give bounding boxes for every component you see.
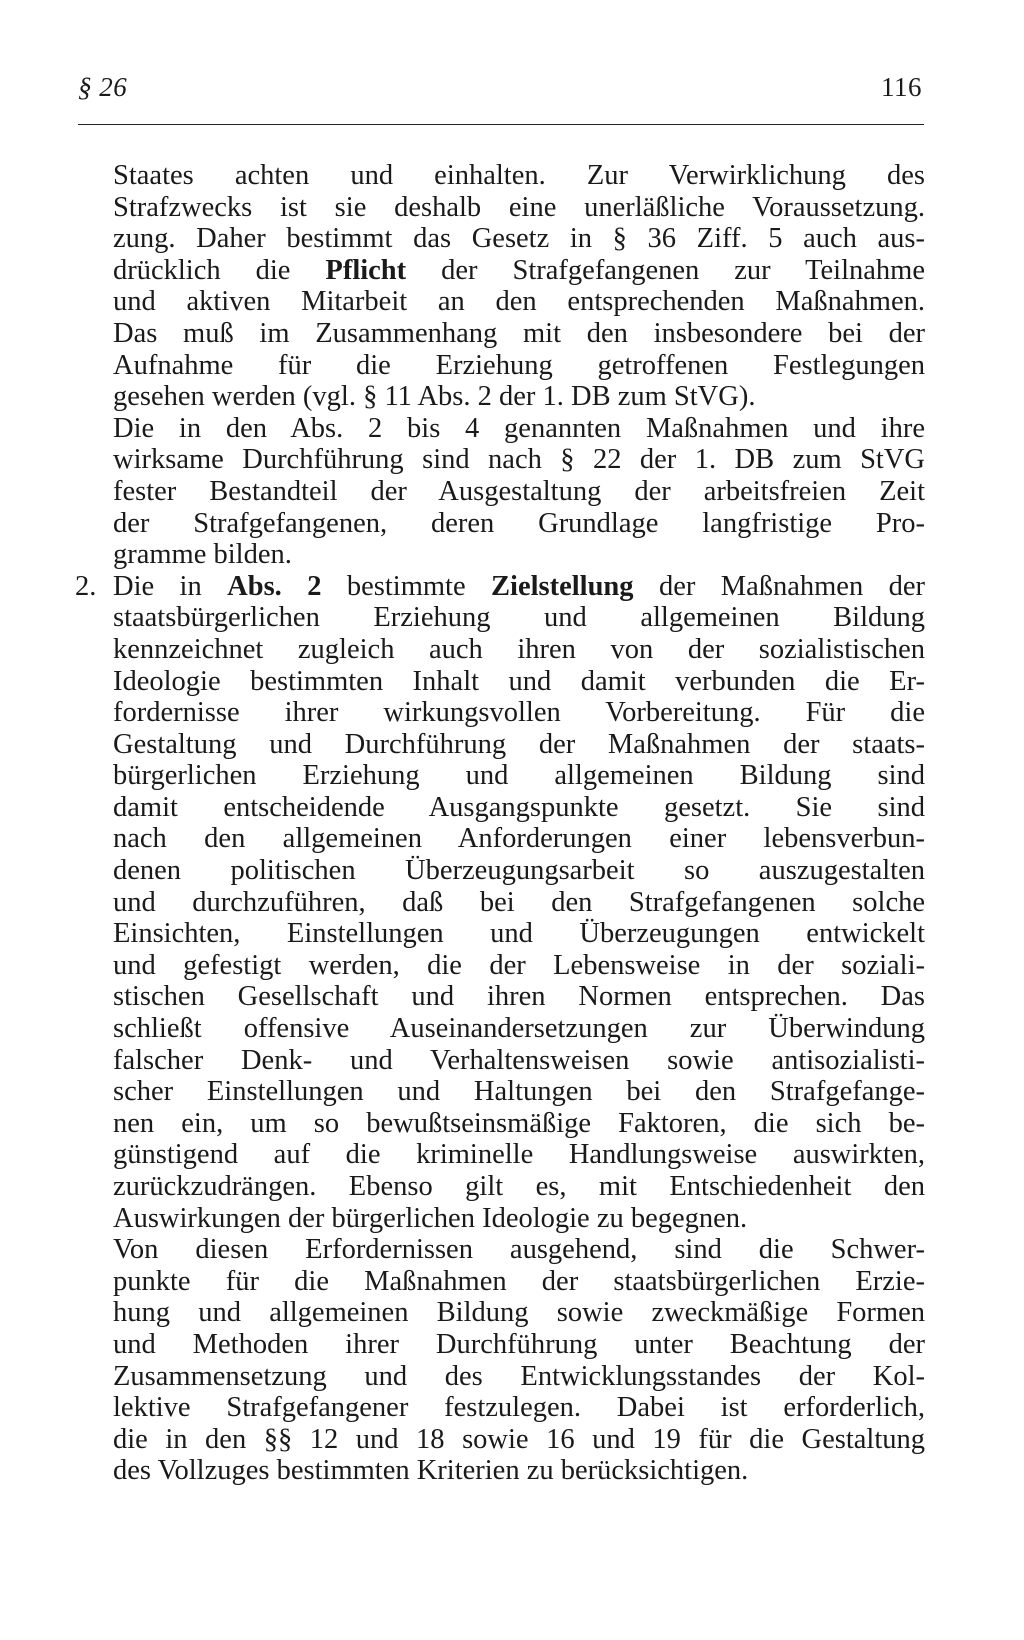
text-line: kennzeichnet zugleich auch ihren von der sozialistischen bbox=[113, 633, 925, 665]
emphasis-pflicht: Pflicht bbox=[325, 254, 407, 286]
text-line: nen ein, um so bewußtseinsmäßige Faktoren, die sich be- bbox=[113, 1107, 925, 1139]
text-line: Die in Abs. 2 bestimmte Zielstellung der Maßnahmen der bbox=[113, 570, 925, 602]
text-line: gramme bilden. bbox=[113, 539, 292, 571]
text-line: zurückzudrängen. Ebenso gilt es, mit Entschiedenheit den bbox=[113, 1171, 925, 1202]
text-line: gesehen werden (vgl. § 11 Abs. 2 der 1. DB zum StVG). bbox=[113, 381, 756, 413]
text-line: Das muß im Zusammenhang mit den insbesondere bei der bbox=[113, 317, 925, 349]
text-line: punkte für die Maßnahmen der staatsbürgerlichen Erzie- bbox=[113, 1265, 925, 1297]
text-line: Die in den Abs. 2 bis 4 genannten Maßnahmen und ihre bbox=[113, 412, 925, 444]
page-header bbox=[78, 72, 922, 112]
text-line: damit entscheidende Ausgangspunkte gesetzt. Sie sind bbox=[113, 791, 925, 823]
text-line: Von diesen Erfordernissen ausgehend, sind die Schwer- bbox=[113, 1234, 925, 1266]
text-line: Ideologie bestimmten Inhalt und damit verbunden die Er- bbox=[113, 665, 925, 697]
emphasis-abs2: Abs. 2 bbox=[227, 570, 322, 602]
text-line: nach den allgemeinen Anforderungen einer lebensverbun- bbox=[113, 823, 925, 855]
text-line: und gefestigt werden, die der Lebensweise in der soziali- bbox=[113, 949, 925, 981]
emphasis-zielstellung: Zielstellung bbox=[491, 570, 634, 602]
body-text bbox=[75, 160, 925, 1487]
text-line: schließt offensive Auseinandersetzungen zur Überwindung bbox=[113, 1013, 925, 1045]
text-line: staatsbürgerlichen Erziehung und allgemeinen Bildung bbox=[113, 602, 925, 634]
numbered-paragraph-2 bbox=[75, 570, 925, 1234]
text-line: Einsichten, Einstellungen und Überzeugungen entwickelt bbox=[113, 918, 925, 950]
text-line: Auswirkungen der bürgerlichen Ideologie zu begegnen. bbox=[113, 1202, 748, 1234]
text-line: hung und allgemeinen Bildung sowie zweckmäßige Formen bbox=[113, 1297, 925, 1329]
text-line: die in den §§ 12 und 18 sowie 16 und 19 für die Gestaltung bbox=[113, 1423, 925, 1455]
text-line: Gestaltung und Durchführung der Maßnahmen der staats- bbox=[113, 728, 925, 760]
paragraph-program bbox=[113, 413, 925, 571]
text-line: scher Einstellungen und Haltungen bei den Strafgefange- bbox=[113, 1076, 925, 1108]
page-number: 116 bbox=[881, 72, 922, 102]
text-line: der Strafgefangenen, deren Grundlage langfristige Pro- bbox=[113, 507, 925, 539]
text-line: stischen Gesellschaft und ihren Normen entsprechen. Das bbox=[113, 981, 925, 1013]
text-line: Strafzwecks ist sie deshalb eine unerläßliche Voraussetzung. bbox=[113, 191, 925, 223]
paragraph-priorities bbox=[113, 1234, 925, 1487]
text-line: Staates achten und einhalten. Zur Verwirklichung des bbox=[113, 160, 925, 191]
text-line: bürgerlichen Erziehung und allgemeinen Bildung sind bbox=[113, 760, 925, 792]
text-line: Aufnahme für die Erziehung getroffenen Festlegungen bbox=[113, 349, 925, 381]
section-reference: § 26 bbox=[78, 72, 128, 102]
paragraph-number: 2. bbox=[75, 570, 97, 602]
text-line: drücklich die Pflicht der Strafgefangenen zur Teilnahme bbox=[113, 254, 925, 286]
header-rule bbox=[78, 124, 924, 125]
paragraph-continuation bbox=[113, 160, 925, 413]
text-line: fordernisse ihrer wirkungsvollen Vorbereitung. Für die bbox=[113, 697, 925, 729]
text-line: denen politischen Überzeugungsarbeit so auszugestalten bbox=[113, 855, 925, 887]
text-line: und Methoden ihrer Durchführung unter Beachtung der bbox=[113, 1328, 925, 1360]
text-line: wirksame Durchführung sind nach § 22 der 1. DB zum StVG bbox=[113, 444, 925, 476]
text-line: des Vollzuges bestimmten Kriterien zu berücksichtigen. bbox=[113, 1455, 749, 1487]
text-line: und aktiven Mitarbeit an den entsprechenden Maßnahmen. bbox=[113, 286, 925, 318]
text-line: fester Bestandteil der Ausgestaltung der arbeitsfreien Zeit bbox=[113, 475, 925, 507]
text-line: zung. Daher bestimmt das Gesetz in § 36 Ziff. 5 auch aus- bbox=[113, 223, 925, 255]
text-line: falscher Denk- und Verhaltensweisen sowie antisozialisti- bbox=[113, 1044, 925, 1076]
text-line: lektive Strafgefangener festzulegen. Dabei ist erforderlich, bbox=[113, 1392, 925, 1424]
text-line: Zusammensetzung und des Entwicklungsstandes der Kol- bbox=[113, 1360, 925, 1392]
text-line: günstigend auf die kriminelle Handlungsweise auswirkten, bbox=[113, 1139, 925, 1171]
text-line: und durchzuführen, daß bei den Strafgefangenen solche bbox=[113, 886, 925, 918]
